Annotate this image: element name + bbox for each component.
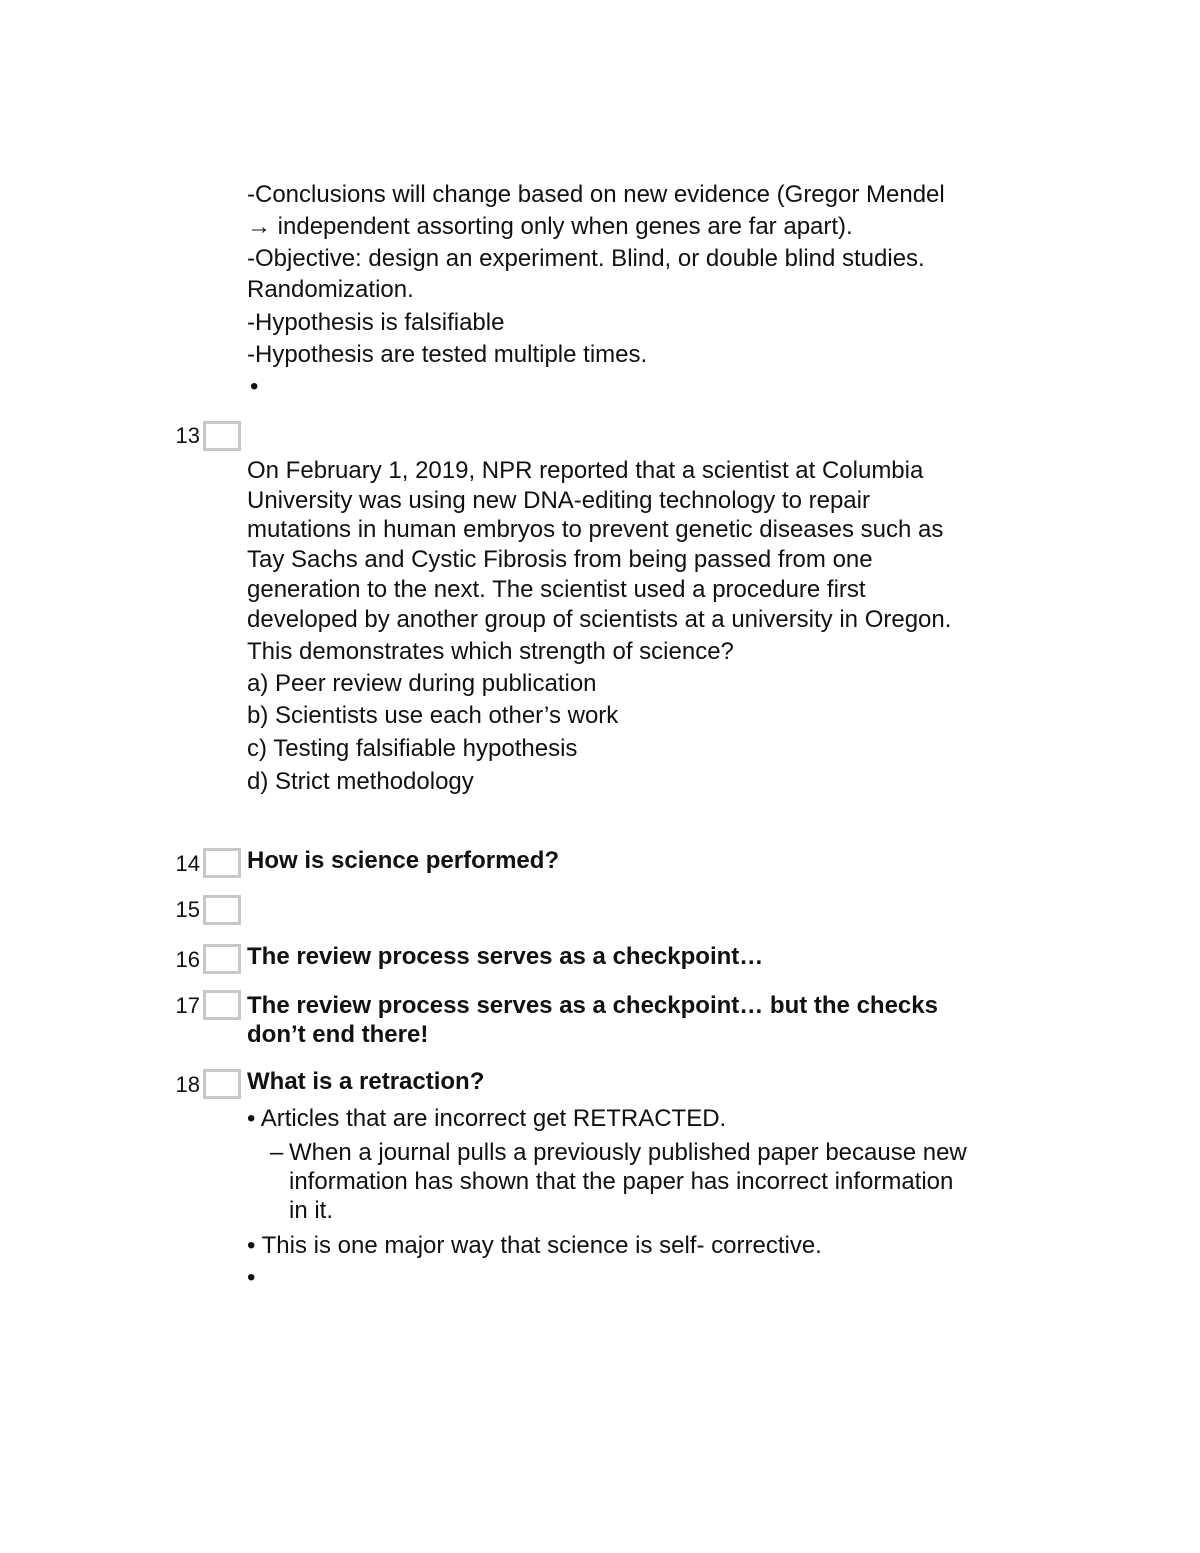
note-line: Randomization.	[247, 276, 414, 303]
slide-thumbnail[interactable]	[203, 944, 241, 974]
slide-title: The review process serves as a checkpoint…	[247, 943, 764, 970]
slide-number: 14	[175, 851, 200, 876]
bullet-item: • This is one major way that science is self- corrective.	[247, 1232, 822, 1259]
slide-thumbnail[interactable]	[203, 990, 241, 1020]
question-line: University was using new DNA-editing technology to repair	[247, 487, 870, 514]
slide-thumbnail[interactable]	[203, 421, 241, 451]
slide-number: 17	[175, 993, 200, 1018]
question-line: This demonstrates which strength of science?	[247, 638, 734, 665]
slide-title: The review process serves as a checkpoint… but the checks	[247, 992, 938, 1019]
slide-title: What is a retraction?	[247, 1068, 485, 1095]
slide-title: How is science performed?	[247, 847, 560, 874]
slide-thumbnail[interactable]	[203, 848, 241, 878]
sub-bullet-dash: –	[270, 1139, 284, 1166]
answer-option-b: b) Scientists use each other’s work	[247, 702, 619, 729]
question-line: generation to the next. The scientist used a procedure first	[247, 576, 866, 603]
note-bullet: •	[250, 373, 259, 400]
note-line: -Conclusions will change based on new evidence (Gregor Mendel	[247, 181, 945, 208]
slide-number: 15	[175, 897, 200, 922]
sub-bullet-line: information has shown that the paper has incorrect information	[289, 1168, 954, 1195]
answer-option-a: a) Peer review during publication	[247, 670, 597, 697]
question-line: mutations in human embryos to prevent genetic diseases such as	[247, 516, 944, 543]
slide-number: 16	[175, 947, 200, 972]
bullet-item: •	[247, 1264, 256, 1291]
note-line: -Hypothesis are tested multiple times.	[247, 341, 648, 368]
slide-thumbnail[interactable]	[203, 895, 241, 925]
note-line: → independent assorting only when genes are far apart).	[247, 213, 853, 240]
slide-number: 18	[175, 1072, 200, 1097]
answer-option-d: d) Strict methodology	[247, 768, 474, 795]
slide-number: 13	[175, 423, 200, 448]
slide-title: don’t end there!	[247, 1021, 429, 1048]
question-line: developed by another group of scientists at a university in Oregon.	[247, 606, 952, 633]
sub-bullet-line: in it.	[289, 1197, 334, 1224]
note-line: -Objective: design an experiment. Blind, or double blind studies.	[247, 245, 925, 272]
question-line: On February 1, 2019, NPR reported that a scientist at Columbia	[247, 457, 924, 484]
question-line: Tay Sachs and Cystic Fibrosis from being passed from one	[247, 546, 873, 573]
answer-option-c: c) Testing falsifiable hypothesis	[247, 735, 578, 762]
note-line: -Hypothesis is falsifiable	[247, 309, 505, 336]
sub-bullet-line: When a journal pulls a previously published paper because new	[289, 1139, 967, 1166]
slide-thumbnail[interactable]	[203, 1069, 241, 1099]
bullet-item: • Articles that are incorrect get RETRACTED.	[247, 1105, 727, 1132]
